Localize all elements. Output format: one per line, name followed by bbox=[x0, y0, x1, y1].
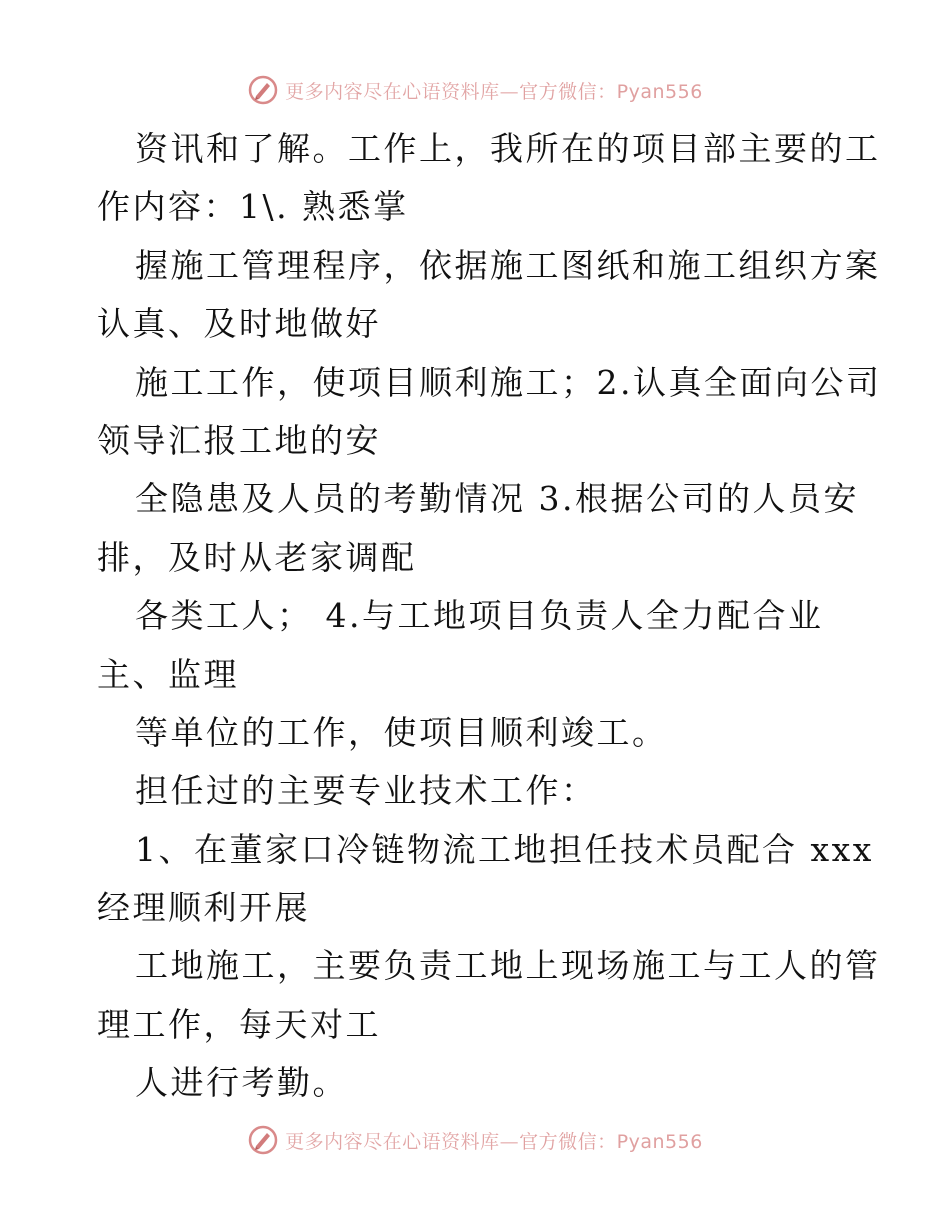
text-line: 全隐患及人员的考勤情况 3.根据公司的人员安 bbox=[135, 479, 859, 519]
document-body bbox=[97, 120, 882, 1113]
text-line: 资讯和了解。工作上，我所在的项目部主要的工 bbox=[135, 129, 881, 168]
text-line: 等单位的工作，使项目顺利竣工。 bbox=[135, 712, 668, 752]
pen-circle-logo-icon bbox=[247, 1124, 279, 1156]
text-line: 认真、及时地做好 bbox=[97, 304, 381, 344]
watermark-text: 更多内容尽在心语资料库—官方微信：Pyan556 bbox=[285, 80, 703, 103]
text-line: 施工工作，使项目顺利施工；2.认真全面向公司 bbox=[135, 362, 882, 402]
header-watermark bbox=[0, 70, 950, 110]
pen-circle-logo-icon bbox=[247, 74, 279, 106]
text-line: 排，及时从老家调配 bbox=[97, 537, 417, 577]
text-line: 理工作，每天对工 bbox=[97, 1004, 381, 1044]
text-line: 工地施工，主要负责工地上现场施工与工人的管 bbox=[135, 946, 881, 986]
text-line: 人进行考勤。 bbox=[135, 1063, 348, 1103]
text-line: 各类工人； 4.与工地项目负责人全力配合业 bbox=[135, 596, 824, 636]
text-line: 主、监理 bbox=[97, 654, 239, 694]
footer-watermark bbox=[0, 1120, 950, 1160]
text-line: 担任过的主要专业技术工作： bbox=[135, 771, 597, 811]
text-line: 经理顺利开展 bbox=[97, 888, 310, 928]
text-line: 1、在董家口冷链物流工地担任技术员配合 xxx bbox=[135, 829, 874, 869]
text-line: 握施工管理程序，依据施工图纸和施工组织方案 bbox=[135, 245, 881, 285]
text-line: 作内容：1\. 熟悉掌 bbox=[97, 187, 409, 227]
watermark-text: 更多内容尽在心语资料库—官方微信：Pyan556 bbox=[285, 1130, 703, 1153]
text-line: 领导汇报工地的安 bbox=[97, 420, 381, 460]
